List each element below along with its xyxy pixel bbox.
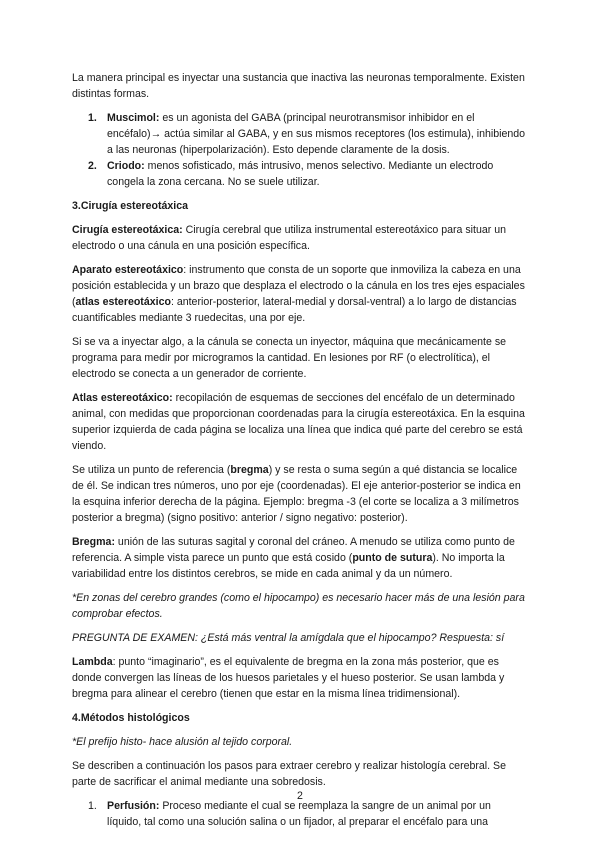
intro-paragraph: La manera principal es inyectar una sustancia que inactiva las neuronas temporalmente. Existen distintas formas.: [72, 72, 525, 100]
question-text: PREGUNTA DE EXAMEN: ¿Está más ventral la amígdala que el hipocampo? Respuesta: sí: [72, 632, 505, 644]
paragraph-histologia-intro: Se describen a continuación los pasos para extraer cerebro y realizar histología cerebral. Se parte de sacrificar el animal mediante una sobredosis.: [72, 760, 506, 788]
note-text: *En zonas del cerebro grandes (como el hipocampo) es necesario hacer más de una lesión para comprobar efectos.: [72, 592, 525, 620]
definition-text: Cirugía cerebral que utiliza instrumental estereotáxico para situar un electrodo o una cánula en una posición específica.: [72, 224, 506, 252]
definition-text: unión de las suturas sagital y coronal del cráneo. A menudo se utiliza como punto de referencia. A simple vista parece un punto que está cosido (: [72, 536, 515, 564]
paragraph-bregma: [72, 534, 528, 582]
list-item: [72, 110, 528, 158]
paragraph-atlas: [72, 390, 528, 454]
list-number: 1.: [88, 800, 97, 812]
note-histo: [72, 734, 528, 750]
exam-question: [72, 630, 528, 646]
term-atlas: Atlas estereotáxico:: [72, 392, 173, 404]
list-item: [72, 158, 528, 190]
term-aparato: Aparato estereotáxico: [72, 264, 184, 276]
note-text: *El prefijo histo- hace alusión al tejido corporal.: [72, 736, 293, 748]
definition-text: : anterior-posterior, lateral-medial y dorsal-ventral) a lo largo de distancias cuantificables mediante 3 ruedecitas, una por eje.: [72, 296, 517, 324]
list-number: 2.: [88, 160, 97, 172]
body-text: Se utiliza un punto de referencia (: [72, 464, 231, 476]
term-criodo: Criodo:: [107, 160, 145, 172]
inactivation-methods-list: [72, 110, 528, 190]
term-punto-sutura: punto de sutura: [352, 552, 433, 564]
term-cirugia: Cirugía estereotáxica:: [72, 224, 183, 236]
definition-text: menos sofisticado, más intrusivo, menos selectivo. Mediante un electrodo congela la zona cercana. No se suele utilizar.: [107, 160, 494, 188]
section-heading-cirugia: 3.Cirugía estereotáxica: [72, 200, 188, 212]
paragraph-aparato: [72, 262, 528, 326]
term-muscimol: Muscimol:: [107, 112, 160, 124]
page-content: [72, 70, 528, 838]
paragraph-inyectar: Si se va a inyectar algo, a la cánula se conecta un inyector, máquina que mecánicamente se programa para medir por microgramos la cantidad. En lesiones por RF (o electrolítica), el electrodo se conecta a un generador de corriente.: [72, 336, 507, 380]
list-number: 1.: [88, 112, 97, 124]
paragraph-lambda: [72, 654, 528, 702]
definition-text: ). No importa la variabilidad entre los distintos cerebros, se mide en cada animal y da un número.: [72, 552, 505, 580]
definition-text: es un agonista del GABA (principal neurotransmisor inhibidor en el encéfalo)→ actúa similar al GABA, y en sus mismos receptores (los estimula), inhibiendo a las neuronas (hiperpolarización). Esto depende claramente de la dosis.: [107, 112, 526, 156]
paragraph-referencia: [72, 462, 528, 526]
paragraph-cirugia: [72, 222, 528, 254]
term-atlas-inline: atlas estereotáxico: [75, 296, 171, 308]
definition-text: : punto “imaginario”, es el equivalente de bregma en la zona más posterior, que es donde convergen las líneas de los huesos parietales y el hueso posterior. Se usan lambda y bregma para alinear el cerebro (tienen que estar en la misma línea tridimensional).: [72, 656, 505, 700]
term-perfusion: Perfusión:: [107, 800, 160, 812]
page-number: 2: [297, 790, 303, 802]
definition-text: Proceso mediante el cual se reemplaza la sangre de un animal por un líquido, tal como una solución salina o un fijador, al preparar el encéfalo para una: [107, 800, 491, 828]
definition-text: recopilación de esquemas de secciones del encéfalo de un determinado animal, con medidas que proporcionan coordenadas para la cirugía estereotáxica. En la esquina superior izquierda de cada página se localiza una línea que indica qué parte del cerebro se está viendo.: [72, 392, 525, 452]
term-bregma-inline: bregma: [230, 464, 269, 476]
body-text: ) y se resta o suma según a qué distancia se localice de él. Se indican tres números, uno por eje (coordenadas). El eje anterior-posterior se indica en la esquina inferior derecha de la página. Ejemplo: bregma -3 (el corte se localiza a 3 milímetros posterior a bregma) (signo positivo: anterior / signo negativo: posterior).: [72, 464, 521, 524]
section-heading-histologicos: 4.Métodos histológicos: [72, 712, 190, 724]
term-bregma: Bregma:: [72, 536, 115, 548]
note-hipocampo: [72, 590, 528, 622]
term-lambda: Lambda: [72, 656, 113, 668]
definition-text: : instrumento que consta de un soporte que inmoviliza la cabeza en una posición establecida y un brazo que desplaza el electrodo o la cánula en los tres ejes espaciales (: [72, 264, 525, 308]
